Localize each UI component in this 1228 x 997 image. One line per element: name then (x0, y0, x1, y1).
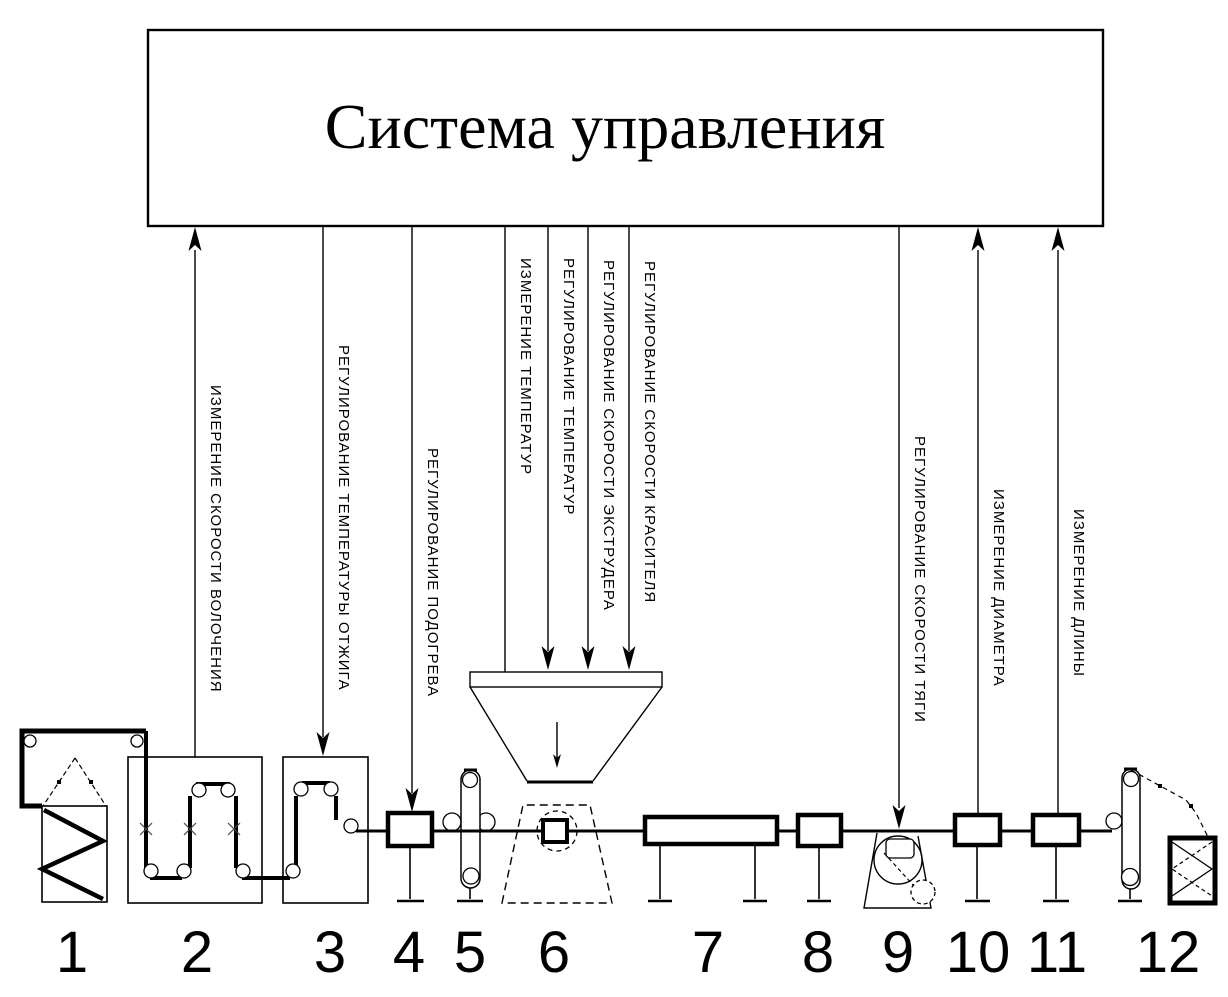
signal-label-measure-temperatures: ИЗМЕРЕНИЕ ТЕМПЕРАТУР (517, 258, 534, 476)
roller (294, 782, 308, 796)
machine-5-stand (457, 888, 483, 901)
machine-1-wire-zigzag (42, 810, 103, 899)
arrow-up-measure-drawing-speed (189, 227, 202, 251)
machine-3-furnace (283, 757, 368, 903)
signal-label-regulate-extruder-speed: РЕГУЛИРОВАНИЕ СКОРОСТИ ЭКСТРУДЕРА (600, 260, 617, 611)
roller (177, 864, 191, 878)
machine-10-diameter-gauge (955, 815, 1000, 901)
machine-numbers (56, 920, 1200, 985)
machine-number-3: 3 (313, 920, 347, 985)
machine-number-6: 6 (537, 920, 571, 985)
machine-number-8: 8 (801, 920, 835, 985)
roller (24, 735, 36, 747)
signal-label-measure-length: ИЗМЕРЕНИЕ ДЛИНЫ (1070, 509, 1087, 678)
machine-number-4: 4 (392, 920, 426, 985)
roller (221, 783, 235, 797)
arrow-down-regulate-haul-off-speed (893, 805, 906, 829)
hopper-funnel-sides (470, 687, 662, 781)
signal-label-regulate-haul-off-speed: РЕГУЛИРОВАНИЕ СКОРОСТИ ТЯГИ (911, 436, 928, 723)
signal-label-regulate-preheating: РЕГУЛИРОВАНИЕ ПОДОГРЕВА (424, 448, 441, 698)
signal-label-regulate-dye-speed: РЕГУЛИРОВАНИЕ СКОРОСТИ КРАСИТЕЛЯ (641, 261, 658, 604)
machine-number-1: 1 (55, 920, 89, 985)
signal-label-regulate-temperatures: РЕГУЛИРОВАНИЕ ТЕМПЕРАТУР (560, 258, 577, 516)
belt-pulley-top (463, 773, 478, 788)
machine-2-housing (128, 757, 262, 903)
pinch-roller (911, 880, 935, 904)
guide-dot (57, 780, 61, 784)
control-system-box (148, 30, 1103, 226)
arrow-up-measure-diameter (972, 227, 985, 251)
side-roller-left (443, 813, 461, 831)
roller (131, 735, 143, 747)
signal-arrowheads (189, 227, 1065, 829)
machine-7-cooling-trough (645, 817, 777, 901)
machine-number-7: 7 (691, 920, 725, 985)
machine-2-annealing-furnace (128, 757, 290, 903)
machine-7-body (645, 817, 777, 844)
guide-roller (1106, 813, 1122, 829)
signal-label-regulate-annealing-temperature: РЕГУЛИРОВАНИЕ ТЕМПЕРАТУРЫ ОТЖИГА (335, 345, 352, 691)
capstan-block (886, 839, 914, 858)
machine-4-preheater (388, 813, 432, 901)
machine-number-12: 12 (1135, 920, 1201, 985)
guide-dot (1158, 784, 1162, 788)
machine-number-11: 11 (1026, 920, 1088, 985)
machine-11-length-counter (1033, 815, 1079, 901)
dancer-pulley-bottom (1122, 869, 1139, 886)
machine-8-body (798, 815, 841, 846)
machine-number-5: 5 (453, 920, 487, 985)
machine-6-extruder (470, 672, 662, 903)
roller (192, 783, 206, 797)
machine-11-body (1033, 815, 1079, 845)
roller (236, 864, 250, 878)
arrow-up-measure-length (1052, 227, 1065, 251)
signal-label-measure-drawing-speed: ИЗМЕРЕНИЕ СКОРОСТИ ВОЛОЧЕНИЯ (207, 385, 224, 693)
extruder-die-block (543, 820, 567, 842)
roller (144, 864, 158, 878)
machine-number-2: 2 (180, 920, 214, 985)
dancer-pulley-top (1124, 772, 1139, 787)
hopper-top (470, 672, 662, 687)
machine-10-body (955, 815, 1000, 845)
belt-pulley-bottom (463, 868, 479, 884)
control-system-title: Система управления (324, 91, 886, 162)
machine-number-10: 10 (945, 920, 1011, 985)
guide-dot (89, 780, 93, 784)
machine-8-unit (798, 815, 841, 901)
machine-12-take-up (1106, 769, 1215, 903)
roller (344, 819, 358, 833)
machine-4-body (388, 813, 432, 846)
machine-1-dashed-guide (43, 758, 106, 806)
signal-label-measure-diameter: ИЗМЕРЕНИЕ ДИАМЕТРА (990, 489, 1007, 687)
machine-number-9: 9 (881, 920, 915, 985)
wire-to-spool-dashed (1131, 770, 1208, 837)
guide-dot (1189, 804, 1193, 808)
machine-9-haul-off (864, 833, 935, 908)
machine-2-wire-meander (146, 784, 290, 878)
roller (324, 782, 338, 796)
signal-labels (207, 258, 1087, 723)
machine-5-caterpillar (443, 770, 495, 888)
roller (286, 864, 300, 878)
